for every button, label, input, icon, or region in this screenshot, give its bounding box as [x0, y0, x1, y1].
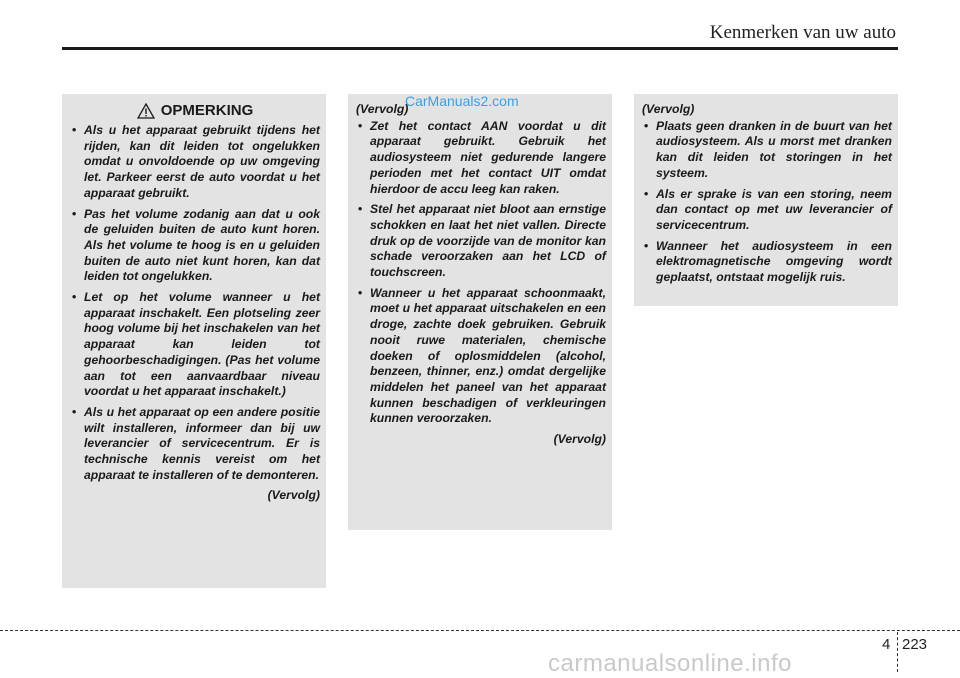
continued-header: (Vervolg): [642, 102, 695, 116]
notice-list-1: [70, 123, 320, 483]
list-item: • Wanneer het audiosysteem in een elektromagnetische omgeving wordt geplaatst, ontstaat mogelijk ruis.: [642, 239, 892, 286]
notice-list-3: [642, 119, 892, 286]
notice-title-text: OPMERKING: [160, 102, 254, 119]
chapter-number: 4: [882, 636, 891, 653]
list-item: • Als er sprake is van een storing, neem dan contact op met uw leverancier of servicecentrum.: [642, 187, 892, 234]
list-item: • Plaats geen dranken in de buurt van het audiosysteem. Als u morst met dranken kan dit leiden tot storingen in het systeem.: [642, 119, 892, 182]
list-item: • Wanneer u het apparaat schoonmaakt, moet u het apparaat uitschakelen en een droge, zachte doek gebruiken. Gebruik nooit ruwe materialen, chemische doeken of oplosmiddelen (alcohol, benzeen, thinner, enz.) omdat dergelijke middelen het paneel van het apparaat kunnen beschadigen of verkleuringen kunnen veroorzaken.: [356, 286, 606, 427]
continued-label: (Vervolg): [267, 488, 320, 503]
continued-header: (Vervolg): [356, 102, 409, 116]
list-item: • Let op het volume wanneer u het apparaat inschakelt. Een plotseling zeer hoog volume bij het inschakelen van het apparaat kan leiden tot gehoorbeschadigingen. (Pas het volume aan tot een aanvaardbaar niveau voordat u het apparaat inschakelt.): [70, 290, 320, 400]
list-item: • Als u het apparaat op een andere positie wilt installeren, informeer dan bij uw leverancier of servicecentrum. Er is technische kennis vereist om het apparaat te installeren of te demonteren.: [70, 405, 320, 484]
page-number: 223: [902, 636, 928, 653]
continued-label: (Vervolg): [553, 432, 606, 447]
notice-box-column-3: [634, 94, 898, 306]
page-header-title: Kenmerken van uw auto: [709, 22, 896, 43]
list-item: • Stel het apparaat niet bloot aan ernstige schokken en laat het niet vallen. Directe druk op de voorzijde van de monitor kan schade veroorzaken aan het LCD of touchscreen.: [356, 202, 606, 281]
notice-box-column-2: [348, 94, 612, 530]
notice-title: [70, 102, 320, 120]
footer-rule: [0, 630, 960, 631]
notice-list-2: [356, 119, 606, 427]
warning-triangle-icon: [137, 103, 155, 119]
page-number-divider: [897, 632, 898, 672]
notice-box-column-1: [62, 94, 326, 588]
list-item: • Als u het apparaat gebruikt tijdens het rijden, kan dit leiden tot ongelukken omdat u onvoldoende op uw omgeving let. Parkeer eerst de auto voordat u het apparaat gebruikt.: [70, 123, 320, 202]
list-item: • Zet het contact AAN voordat u dit apparaat gebruikt. Gebruik het audiosysteem niet gedurende langere perioden met het contact UIT omdat hierdoor de accu leeg kan raken.: [356, 119, 606, 198]
site-watermark: carmanualsonline.info: [548, 650, 792, 677]
watermark-top: CarManuals2.com: [405, 93, 519, 109]
list-item: • Pas het volume zodanig aan dat u ook de geluiden buiten de auto kunt horen. Als het volume te hoog is en u geluiden buiten de auto niet kunt horen, kan dat leiden tot ongelukken.: [70, 207, 320, 286]
header-rule: [62, 47, 898, 50]
